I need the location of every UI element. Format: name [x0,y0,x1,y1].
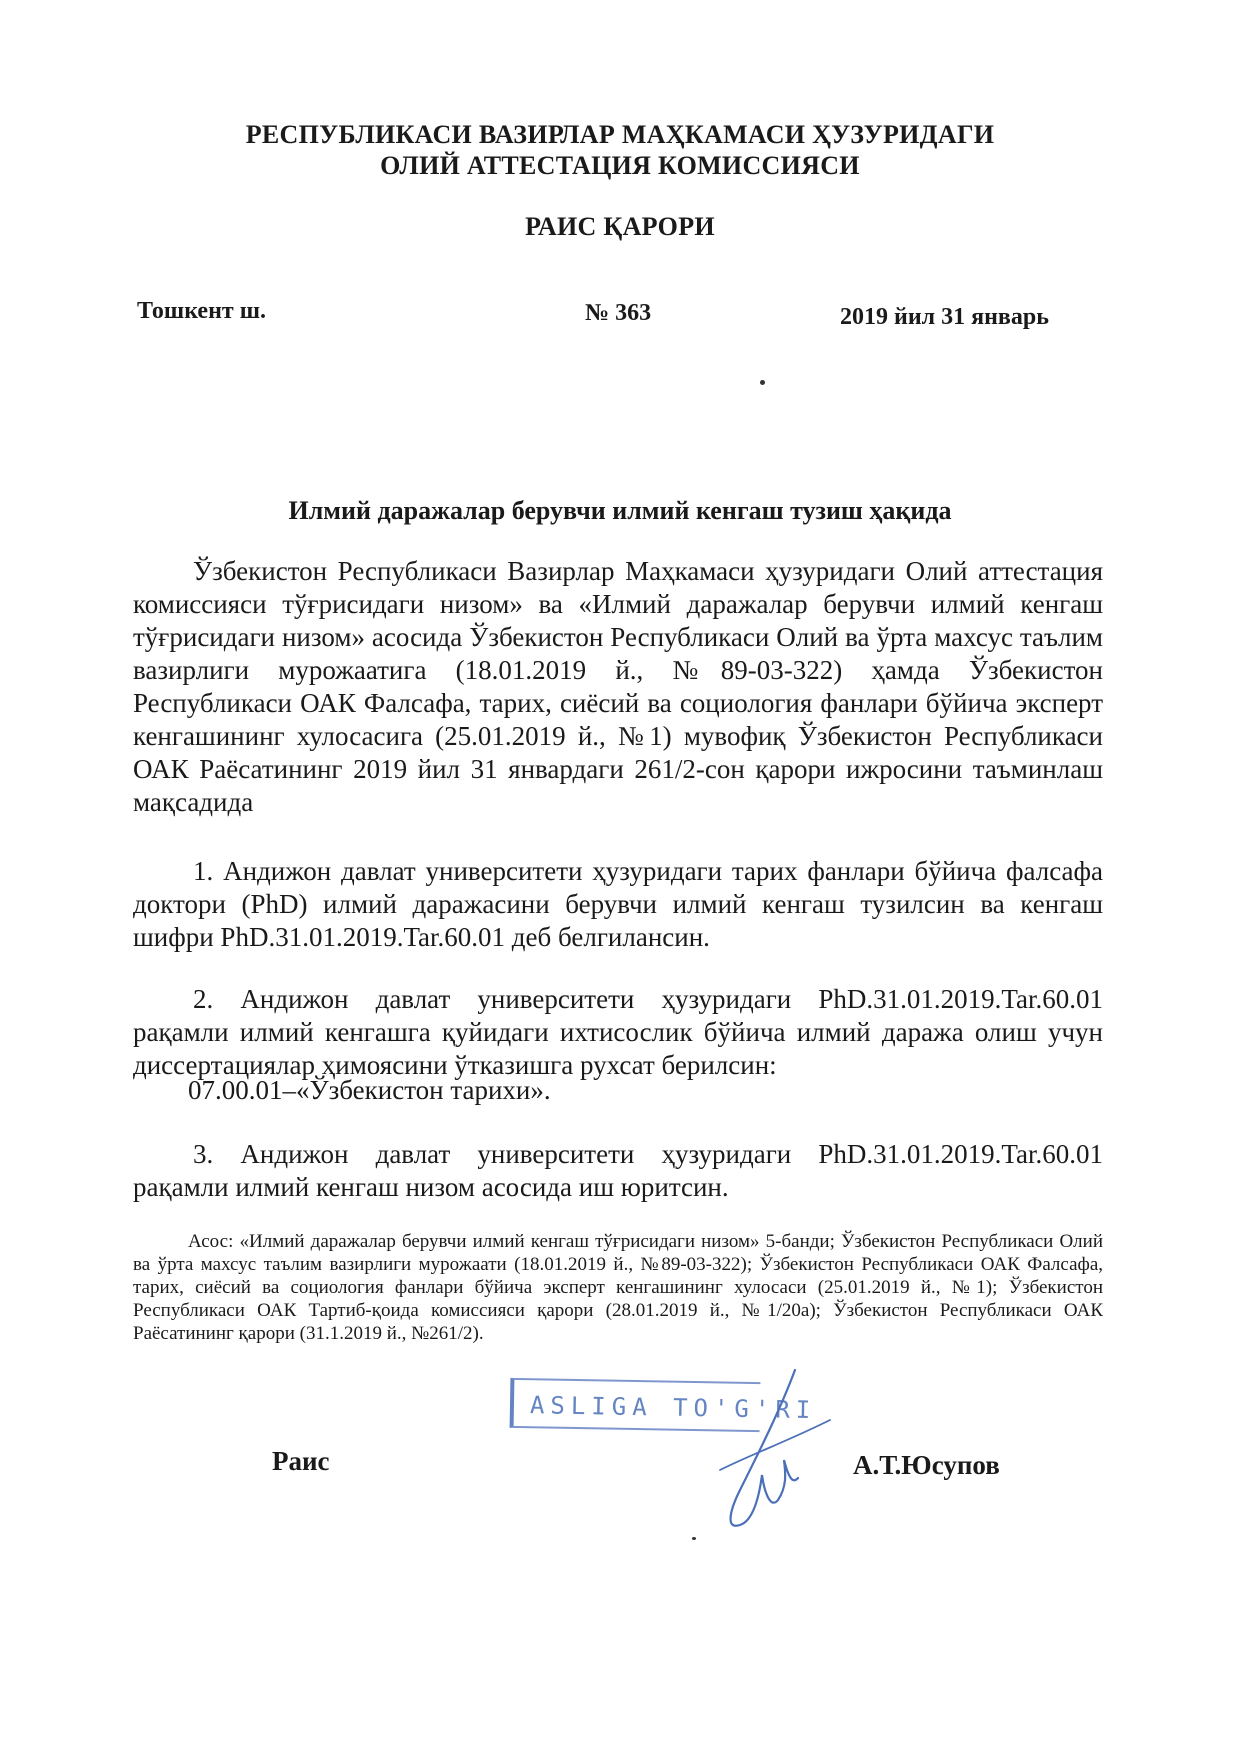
scan-speck [692,1537,696,1540]
preamble-paragraph: Ўзбекистон Республикаси Вазирлар Маҳкамаси ҳузуридаги Олий аттестация комиссияси тўғрисидаги низом» ва «Илмий даражалар берувчи илмий кенгаш тўғрисидаги низом» асосида Ўзбекистон Республикаси Олий ва ўрта махсус таълим вазирлиги мурожаатига (18.01.2019 й., №89-03-322) ҳамда Ўзбекистон Республикаси ОАК Фалсафа, тарих, сиёсий ва социология фанлари бўйича эксперт кенгашининг хулосасига (25.01.2019 й., №1) мувофиқ Ўзбекистон Республикаси ОАК Раёсатининг 2019 йил 31 январдаги 261/2-сон қарори ижросини таъминлаш мақсадида [133,556,1103,817]
signatory-name: А.Т.Юсупов [853,1450,1000,1480]
decree-type: РАИС ҚАРОРИ [525,212,715,241]
decree-date: 2019 йил 31 январь [840,304,1049,330]
handwritten-signature [700,1360,840,1540]
document-title: Илмий даражалар берувчи илмий кенгаш тузиш ҳақида [288,496,952,525]
item-1-paragraph: 1. Андижон давлат университети ҳузуридаги тарих фанлари бўйича фалсафа доктори (PhD) илмий даражасини берувчи илмий кенгаш тузилсин ва кенгаш шифри PhD.31.01.2019.Tar.60.01 деб белгилансин. [133,856,1103,952]
basis-footnote: Асос: «Илмий даражалар берувчи илмий кенгаш тўғрисидаги низом» 5-банди; Ўзбекистон Республикаси Олий ва ўрта махсус таълим вазирлиги мурожаати (18.01.2019 й., №89-03-322); Ўзбекистон Республикаси ОАК Фалсафа, тарих, сиёсий ва социология фанлари бўйича эксперт кенгашининг хулосаси (25.01.2019 й., №1); Ўзбекистон Республикаси ОАК Тартиб-қоида комиссияси қарори (28.01.2019 й., №1/20а); Ўзбекистон Республикаси ОАК Раёсатининг қарори (31.1.2019 й., №261/2). [133,1231,1103,1344]
specialty-code: 07.00.01–«Ўзбекистон тарихи». [188,1075,551,1105]
scan-speck [760,380,765,385]
signatory-role: Раис [272,1446,330,1476]
city: Тошкент ш. [137,298,266,324]
item-2-paragraph: 2. Андижон давлат университети ҳузуридаги PhD.31.01.2019.Tar.60.01 рақамли илмий кенгашга қуйидаги ихтисослик бўйича илмий даража олиш учун диссертациялар ҳимоясини ўтказишга рухсат берилсин: [133,984,1103,1080]
item-3-paragraph: 3. Андижон давлат университети ҳузуридаги PhD.31.01.2019.Tar.60.01 рақамли илмий кенгаш низом асосида иш юритсин. [133,1139,1103,1202]
decree-number: № 363 [585,300,652,326]
certified-stamp: ASLIGA TO'G'RI [510,1378,761,1432]
header-line-1: РЕСПУБЛИКАСИ ВАЗИРЛАР МАҲКАМАСИ ҲУЗУРИДАГИ [245,120,995,149]
header-line-2: ОЛИЙ АТТЕСТАЦИЯ КОМИССИЯСИ [380,151,860,180]
